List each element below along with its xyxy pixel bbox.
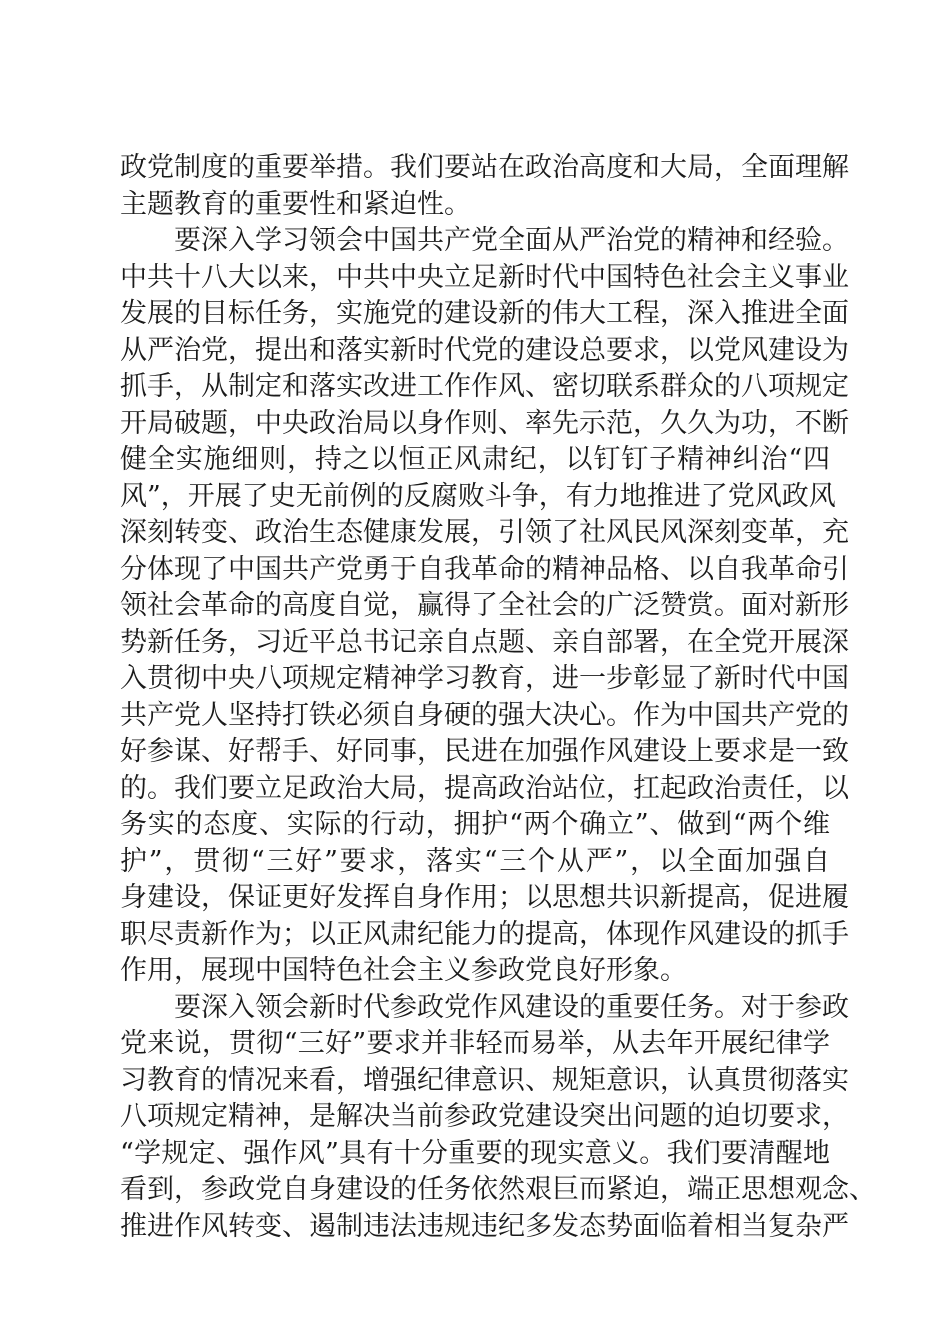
text-line: 护”，贯彻“三好”要求，落实“三个从严”，以全面加强自 xyxy=(120,845,830,877)
text-line: 党来说，贯彻“三好”要求并非轻而易举，从去年开展纪律学 xyxy=(120,1028,830,1059)
text-line: 要深入领会新时代参政党作风建设的重要任务。对于参政 xyxy=(174,991,849,1023)
text-line: 健全实施细则，持之以恒正风肃纪，以钉钉子精神纠治“四 xyxy=(120,444,830,475)
text-line: 开局破题，中央政治局以身作则、率先示范，久久为功，不断 xyxy=(120,407,849,439)
text-line: 中共十八大以来，中共中央立足新时代中国特色社会主义事业 xyxy=(120,261,849,293)
document-body xyxy=(120,150,876,1245)
text-line: 八项规定精神，是解决当前参政党建设突出问题的迫切要求， xyxy=(120,1101,849,1132)
text-line: “学规定、强作风”具有十分重要的现实意义。我们要清醒地 xyxy=(120,1137,830,1169)
text-line: 主题教育的重要性和紧迫性。 xyxy=(120,188,471,220)
text-line: 务实的态度、实际的行动，拥护“两个确立”、做到“两个维 xyxy=(120,809,830,840)
text-line: 分体现了中国共产党勇于自我革命的精神品格、以自我革命引 xyxy=(120,553,849,585)
text-line: 深刻转变、政治生态健康发展，引领了社风民风深刻变革，充 xyxy=(120,517,849,548)
text-line: 作用，展现中国特色社会主义参政党良好形象。 xyxy=(120,955,687,986)
text-line: 势新任务，习近平总书记亲自点题、亲自部署，在全党开展深 xyxy=(120,626,849,658)
text-line: 共产党人坚持打铁必须自身硬的强大决心。作为中国共产党的 xyxy=(120,699,849,731)
text-line: 发展的目标任务，实施党的建设新的伟大工程，深入推进全面 xyxy=(120,298,849,329)
text-line: 好参谋、好帮手、好同事，民进在加强作风建设上要求是一致 xyxy=(120,736,849,767)
text-line: 要深入学习领会中国共产党全面从严治党的精神和经验。 xyxy=(174,225,849,256)
text-line: 职尽责新作为；以正风肃纪能力的提高，体现作风建设的抓手 xyxy=(120,918,849,950)
text-line: 推进作风转变、遏制违法违规违纪多发态势面临着相当复杂严 xyxy=(120,1210,849,1242)
text-line: 入贯彻中央八项规定精神学习教育，进一步彰显了新时代中国 xyxy=(120,663,849,694)
text-line: 习教育的情况来看，增强纪律意识、规矩意识，认真贯彻落实 xyxy=(120,1064,849,1096)
text-line: 政党制度的重要举措。我们要站在政治高度和大局，全面理解 xyxy=(120,152,849,183)
text-line: 的。我们要立足政治大局，提高政治站位，扛起政治责任，以 xyxy=(120,772,849,804)
text-line: 身建设，保证更好发挥自身作用；以思想共识新提高，促进履 xyxy=(120,882,849,913)
text-line: 抓手，从制定和落实改进工作作风、密切联系群众的八项规定 xyxy=(120,371,849,402)
text-line: 从严治党，提出和落实新时代党的建设总要求，以党风建设为 xyxy=(120,334,849,366)
text-line: 看到，参政党自身建设的任务依然艰巨而紧迫，端正思想观念、 xyxy=(120,1174,876,1205)
text-line: 风”，开展了史无前例的反腐败斗争，有力地推进了党风政风 xyxy=(120,480,836,512)
text-line: 领社会革命的高度自觉，赢得了全社会的广泛赞赏。面对新形 xyxy=(120,590,849,621)
